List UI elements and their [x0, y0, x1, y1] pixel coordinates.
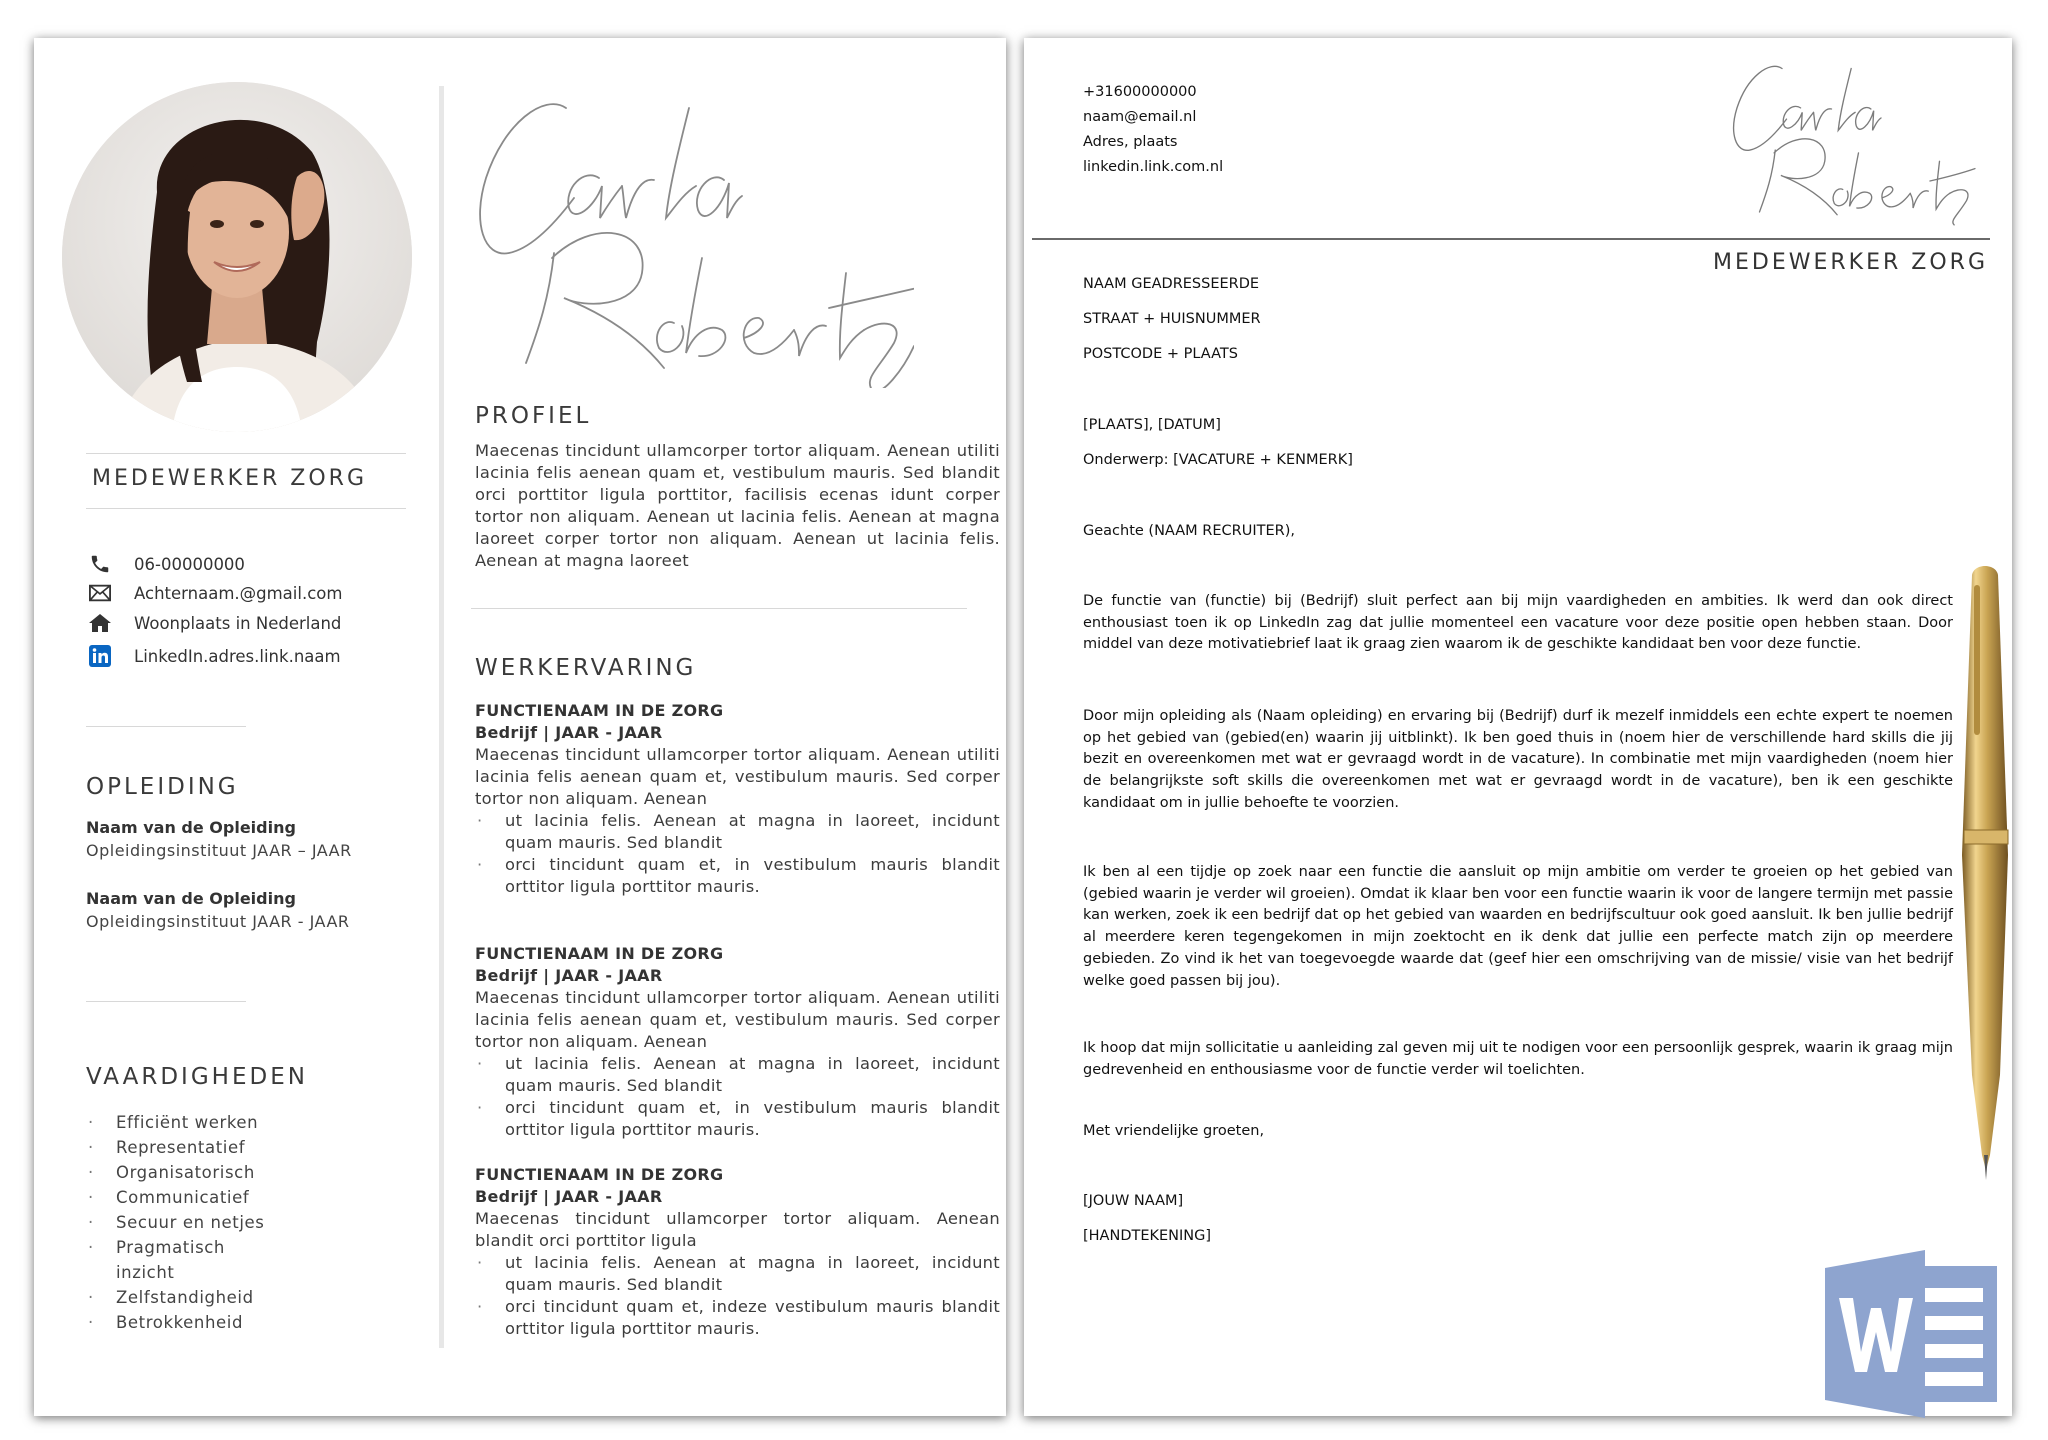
contact-email — [86, 579, 406, 607]
list-item: · orci tincidunt quam et, in vestibulum mauris blandit orttitor ligula porttitor mauris. — [475, 1097, 1000, 1141]
cv-page — [34, 38, 1006, 1416]
list-item: · Pragmatisch inzicht — [86, 1235, 286, 1285]
email-text: Achternaam.@gmail.com — [134, 583, 343, 603]
job-description: Maecenas tincidunt ullamcorper tortor aliquam. Aenean utiliti lacinia felis aenean quam et, vestibulum mauris. Sed corper tortor non aliquam. Aenean — [475, 745, 1000, 808]
divider — [471, 608, 967, 609]
subject: Onderwerp: [VACATURE + KENMERK] — [1083, 452, 1353, 468]
your-name: [JOUW NAAM] — [1083, 1193, 1184, 1209]
location-text: Woonplaats in Nederland — [134, 613, 342, 633]
recipient-postcode: POSTCODE + PLAATS — [1083, 346, 1238, 362]
pen-icon — [1950, 555, 2022, 1185]
job-bullets — [475, 810, 1000, 898]
letter-linkedin: linkedin.link.com.nl — [1083, 159, 1224, 175]
contact-linkedin — [86, 642, 406, 670]
phone-text: 06-00000000 — [134, 554, 245, 574]
letter-email: naam@email.nl — [1083, 109, 1197, 125]
contact-location — [86, 609, 406, 637]
job-bullets — [475, 1053, 1000, 1141]
profile-photo — [62, 82, 412, 432]
letter-paragraph-3: Ik ben al een tijdje op zoek naar een functie die aansluit op mijn ambitie om verder te groeien op het gebied van (gebied waarin je verder wil groeien). Omdat ik klaar ben voor een functie waarin ik voor de langere termijn met passie kan werken, zoek ik een bedrijf dat op het gebied van waarden en bedrijfscultuur ook goed aansluit. Ik ben jullie bedrijf al meerdere keren tegengekomen in mijn zoektocht en ik denk dat jullie een perfecte match zijn op meerdere gebieden. Zo vind ik het van toegevoegde waarde dat (geef hier een omschrijving van de missie/ visie van het bedrijf welke goed passen bij jou). — [1083, 864, 1953, 989]
profile-text: Maecenas tincidunt ullamcorper tortor aliquam. Aenean utiliti lacinia felis aenean quam et, vestibulum mauris. Sed blandit orci porttitor ligula porttitor, facilisis ecenas idunt corper tortor non aliquam. Aenean ut lacinia felis. Aenean at magna laoreet corper tortor non aliquam. Aenean ut lacinia felis. Aenean at magna laoreet — [475, 441, 1000, 570]
list-item: · Efficiënt werken — [86, 1110, 286, 1135]
job-title: MEDEWERKER ZORG — [1713, 250, 1988, 275]
job-bullets — [475, 1252, 1000, 1340]
divider — [86, 726, 246, 727]
signature-placeholder: [HANDTEKENING] — [1083, 1228, 1212, 1244]
divider — [1032, 238, 1990, 240]
envelope-icon — [86, 581, 114, 605]
closing: Met vriendelijke groeten, — [1083, 1123, 1265, 1139]
list-item: · ut lacinia felis. Aenean at magna in laoreet, incidunt quam mauris. Sed blandit — [475, 1053, 1000, 1097]
letter-address: Adres, plaats — [1083, 134, 1178, 150]
letter-page — [1024, 38, 2012, 1416]
linkedin-text: LinkedIn.adres.link.naam — [134, 646, 341, 666]
job-entry-3 — [475, 1164, 1000, 1340]
job-description: Maecenas tincidunt ullamcorper tortor aliquam. Aenean utiliti lacinia felis aenean quam et, vestibulum mauris. Sed corper tortor non aliquam. Aenean — [475, 988, 1000, 1051]
job-function: FUNCTIENAAM IN DE ZORG — [475, 1165, 724, 1184]
job-entry-2 — [475, 943, 1000, 1141]
salutation: Geachte (NAAM RECRUITER), — [1083, 523, 1295, 539]
house-icon — [86, 611, 114, 635]
list-item: · Zelfstandigheid — [86, 1285, 286, 1310]
list-item: · ut lacinia felis. Aenean at magna in laoreet, incidunt quam mauris. Sed blandit — [475, 1252, 1000, 1296]
contact-phone — [86, 550, 406, 578]
recipient-street: STRAAT + HUISNUMMER — [1083, 311, 1261, 327]
education-name-1: Naam van de Opleiding — [86, 818, 296, 837]
list-item: · Secuur en netjes — [86, 1210, 286, 1235]
education-name-2: Naam van de Opleiding — [86, 889, 296, 908]
phone-icon — [86, 552, 114, 576]
letter-paragraph-1: De functie van (functie) bij (Bedrijf) sluit perfect aan bij mijn vaardigheden en ambities. Ik werd dan ook direct enthousiast toen ik op LinkedIn zag dat jullie momenteel een vacature voor deze positie open hebben staan. Door middel van deze motivatiebrief laat ik graag zien waarom ik de geschikte kandidaat ben voor deze functie. — [1083, 593, 1953, 653]
list-item: · Betrokkenheid — [86, 1310, 286, 1335]
list-item: · orci tincidunt quam et, in vestibulum mauris blandit orttitor ligula porttitor mauris. — [475, 854, 1000, 898]
list-item: · ut lacinia felis. Aenean at magna in laoreet, incidunt quam mauris. Sed blandit — [475, 810, 1000, 854]
divider — [86, 1001, 246, 1002]
list-item: · Organisatorisch — [86, 1160, 286, 1185]
signature-logo — [1724, 46, 1984, 226]
education-institute-2: Opleidingsinstituut JAAR - JAAR — [86, 912, 350, 931]
education-heading: OPLEIDING — [86, 774, 239, 800]
list-item: · orci tincidunt quam et, indeze vestibulum mauris blandit orttitor ligula porttitor mauris. — [475, 1296, 1000, 1340]
education-institute-1: Opleidingsinstituut JAAR – JAAR — [86, 841, 352, 860]
skills-list — [86, 1110, 286, 1335]
divider — [86, 453, 406, 454]
experience-heading: WERKERVARING — [475, 655, 697, 681]
job-company: Bedrijf | JAAR - JAAR — [475, 966, 663, 985]
job-function: FUNCTIENAAM IN DE ZORG — [475, 944, 724, 963]
place-date: [PLAATS], [DATUM] — [1083, 417, 1221, 433]
letter-phone: +31600000000 — [1083, 84, 1197, 100]
list-item: · Communicatief — [86, 1185, 286, 1210]
job-entry-1 — [475, 700, 1000, 898]
recipient-name: NAAM GEADRESSEERDE — [1083, 276, 1260, 292]
signature-logo — [474, 68, 914, 388]
list-item: · Representatief — [86, 1135, 286, 1160]
job-function: FUNCTIENAAM IN DE ZORG — [475, 701, 724, 720]
letter-paragraph-2: Door mijn opleiding als (Naam opleiding) en ervaring bij (Bedrijf) durf ik mezelf inmiddels een echte expert te noemen op het gebied van (gebied(en) waarin jij uitblinkt). Ik ben goed thuis in (noem hier de verschillende hard skills die jij bezit en overeenkomen met wat er gevraagd wordt in de vacature). In combinatie met mijn vaardigheden (noem hier de belangrijkste soft skills die overeenkomen met wat er gevraagd wordt in de vacature), ben ik een geschikte kandidaat om in jullie behoefte te voorzien. — [1083, 708, 1953, 811]
job-company: Bedrijf | JAAR - JAAR — [475, 1187, 663, 1206]
divider — [86, 508, 406, 509]
job-company: Bedrijf | JAAR - JAAR — [475, 723, 663, 742]
letter-paragraph-4: Ik hoop dat mijn sollicitatie u aanleiding zal geven mij uit te nodigen voor een persoonlijk gesprek, waarin ik graag mijn gedrevenheid en enthousiasme voor de functie verder wil toelichten. — [1083, 1040, 1953, 1078]
column-divider — [439, 86, 444, 1348]
skills-heading: VAARDIGHEDEN — [86, 1064, 308, 1090]
profile-heading: PROFIEL — [475, 403, 592, 429]
job-description: Maecenas tincidunt ullamcorper tortor aliquam. Aenean blandit orci porttitor ligula — [475, 1209, 1000, 1250]
word-logo-icon — [1825, 1250, 2005, 1418]
job-title: MEDEWERKER ZORG — [92, 466, 367, 491]
linkedin-icon — [86, 644, 114, 668]
